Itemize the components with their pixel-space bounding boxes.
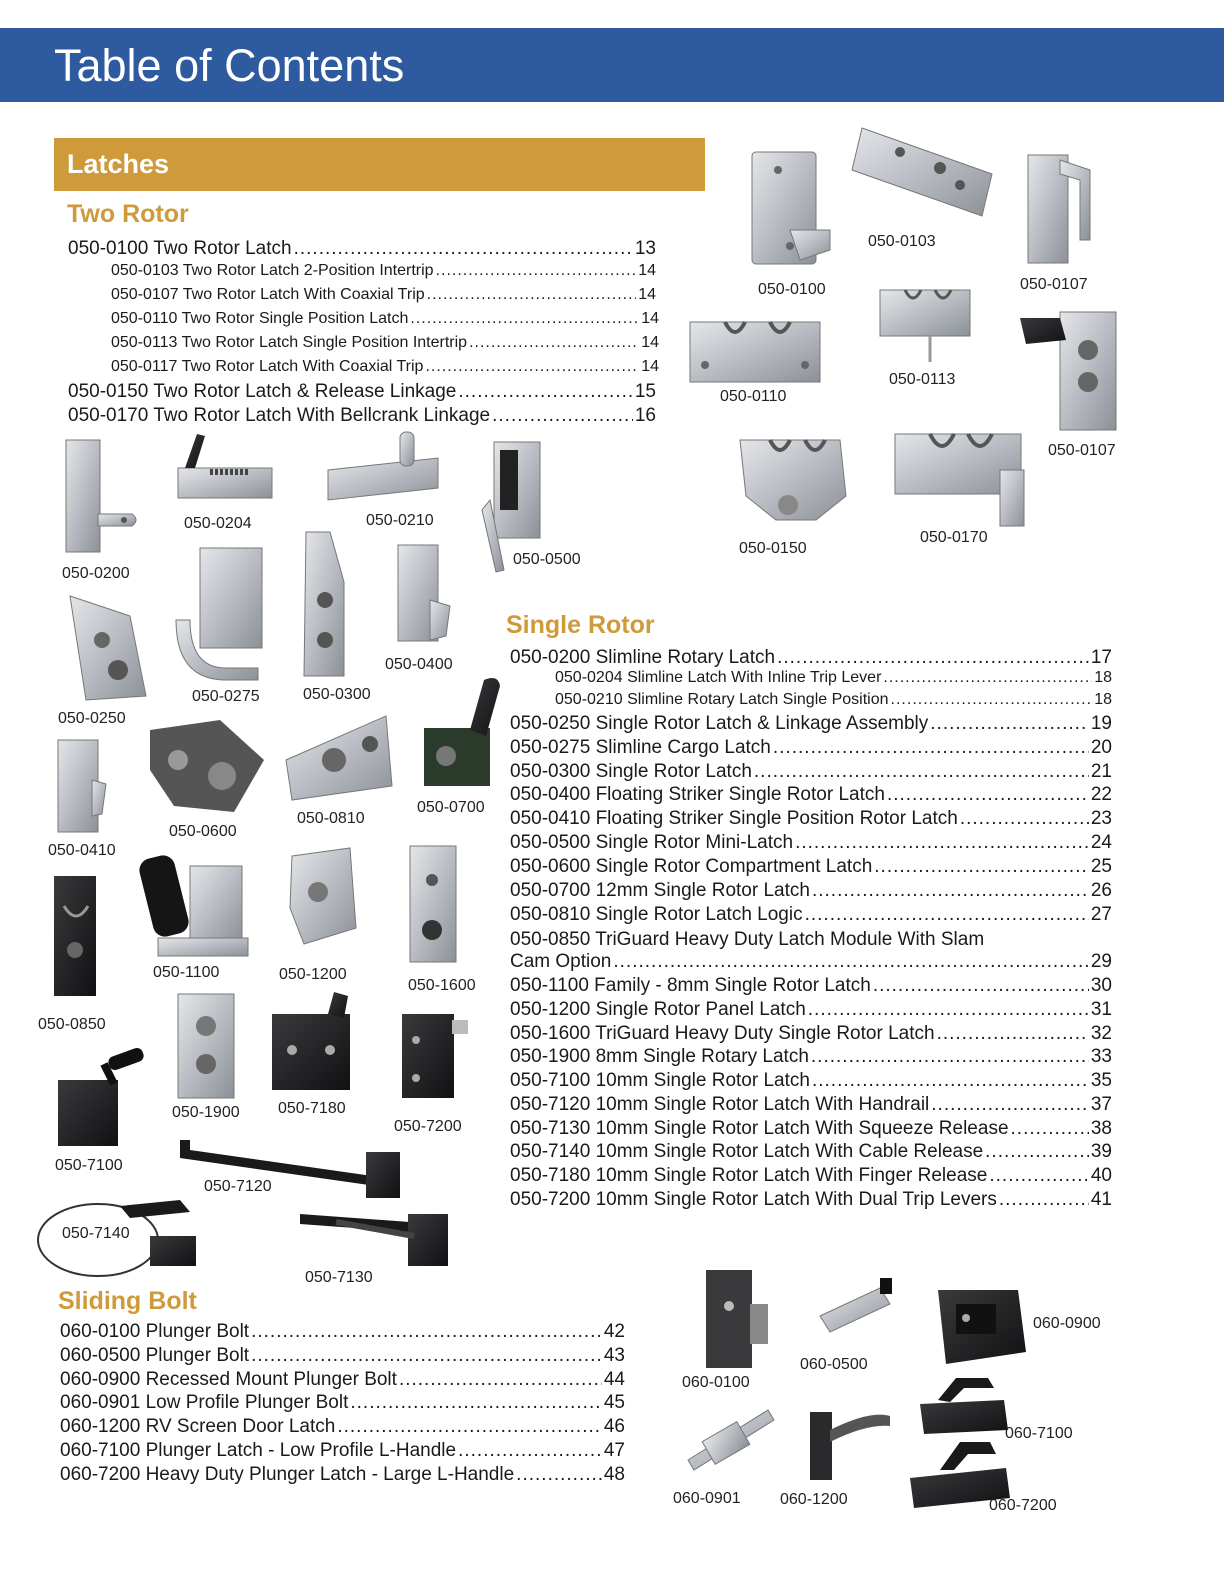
- toc-entry-title: 050-0250 Single Rotor Latch & Linkage Assembly: [510, 713, 929, 734]
- toc-entry-page: 21: [1090, 761, 1112, 782]
- toc-entry-title: 050-0210 Slimline Rotary Latch Single Position: [555, 691, 889, 708]
- caption-050-0850: 050-0850: [38, 1016, 106, 1033]
- toc-entry-title: 050-0400 Floating Striker Single Rotor Latch: [510, 784, 885, 805]
- bolt-image-060-0901: [688, 1410, 774, 1470]
- caption-050-0500: 050-0500: [513, 551, 581, 568]
- toc-entry-page: 25: [1090, 856, 1112, 877]
- toc-entry-page: 13: [634, 238, 656, 259]
- caption-060-0500: 060-0500: [800, 1356, 868, 1373]
- caption-060-0900: 060-0900: [1033, 1315, 1101, 1332]
- toc-entry-title: 050-0113 Two Rotor Latch Single Position Intertrip: [111, 334, 468, 351]
- toc-entry-page: 47: [603, 1440, 625, 1461]
- toc-entry-page: 33: [1090, 1046, 1112, 1067]
- toc-entry-title: 060-0901 Low Profile Plunger Bolt: [60, 1392, 349, 1414]
- toc-entry-page: 16: [634, 405, 656, 426]
- toc-entry-title: 060-0500 Plunger Bolt: [60, 1344, 250, 1366]
- toc-entry-page: 27: [1090, 904, 1112, 925]
- caption-050-0250: 050-0250: [58, 710, 126, 727]
- toc-entry-page: 41: [1090, 1189, 1112, 1210]
- toc-entry-title: Cam Option: [510, 951, 612, 972]
- latch-image-050-0200: [66, 440, 136, 552]
- toc-entry-title: 060-0100 Plunger Bolt: [60, 1321, 250, 1342]
- caption-050-0700: 050-0700: [417, 799, 485, 816]
- toc-entry-page: 35: [1090, 1070, 1112, 1091]
- toc-entry-page: 23: [1090, 808, 1112, 829]
- toc-entry-page: 30: [1090, 975, 1112, 996]
- latch-image-050-1600: [410, 846, 456, 962]
- toc-entry-page: 45: [603, 1392, 625, 1414]
- toc-entry-title: 060-7100 Plunger Latch - Low Profile L-Handle: [60, 1440, 457, 1461]
- latch-image-050-0850: [54, 876, 96, 996]
- toc-entry-page: 38: [1090, 1118, 1112, 1139]
- toc-entry-page: 17: [1090, 647, 1112, 668]
- caption-050-1200: 050-1200: [279, 966, 347, 983]
- caption-060-1200: 060-1200: [780, 1491, 848, 1508]
- latch-image-050-7180: [272, 992, 350, 1090]
- latch-image-050-0275: [176, 548, 262, 680]
- toc-entry-title: 050-1900 8mm Single Rotary Latch: [510, 1046, 809, 1067]
- latch-image-050-0410: [58, 740, 106, 832]
- caption-050-0150: 050-0150: [739, 540, 807, 557]
- toc-entry-page: 46: [603, 1416, 625, 1438]
- caption-050-1600: 050-1600: [408, 977, 476, 994]
- toc-entry-title: 050-0700 12mm Single Rotor Latch: [510, 880, 810, 901]
- toc-entry-page: 32: [1090, 1023, 1112, 1044]
- caption-050-7100: 050-7100: [55, 1157, 123, 1174]
- caption-050-0410: 050-0410: [48, 842, 116, 859]
- bolt-image-060-0100: [706, 1270, 768, 1368]
- latch-image-050-0204: [178, 434, 272, 498]
- latch-image-050-1900: [178, 994, 234, 1098]
- caption-050-0107b: 050-0107: [1048, 442, 1116, 459]
- toc-entry-title: 050-0850 TriGuard Heavy Duty Latch Module With Slam: [510, 929, 985, 950]
- toc-entry-title: 050-1100 Family - 8mm Single Rotor Latch: [510, 975, 871, 996]
- latch-image-050-0113: [880, 290, 970, 362]
- caption-050-0275: 050-0275: [192, 688, 260, 705]
- bolt-image-060-7100: [920, 1378, 1008, 1434]
- latch-image-050-0150: [740, 440, 846, 520]
- caption-050-0300: 050-0300: [303, 686, 371, 703]
- toc-entry-page: 40: [1090, 1165, 1112, 1186]
- toc-entry-page: 29: [1090, 951, 1112, 972]
- latch-image-050-0170: [895, 434, 1024, 526]
- latch-image-050-7130: [300, 1214, 448, 1266]
- toc-entry-title: 050-7200 10mm Single Rotor Latch With Dual Trip Levers: [510, 1189, 997, 1210]
- toc-entry-title: 050-1200 Single Rotor Panel Latch: [510, 999, 806, 1020]
- toc-entry-page: 43: [603, 1344, 625, 1366]
- caption-050-0210: 050-0210: [366, 512, 434, 529]
- toc-entry-page: 14: [638, 262, 656, 279]
- toc-entry-title: 050-0100 Two Rotor Latch: [68, 238, 292, 259]
- toc-entry-title: 050-0117 Two Rotor Latch With Coaxial Trip: [111, 358, 424, 375]
- toc-entry-title: 060-7200 Heavy Duty Plunger Latch - Large L-Handle: [60, 1463, 515, 1485]
- toc-entry-title: 050-0410 Floating Striker Single Position Rotor Latch: [510, 808, 958, 829]
- page-title: Table of Contents: [54, 40, 405, 91]
- toc-entry-title: 050-0110 Two Rotor Single Position Latch: [111, 310, 409, 327]
- caption-050-1900: 050-1900: [172, 1104, 240, 1121]
- latch-image-050-0400: [398, 545, 450, 641]
- caption-050-7180: 050-7180: [278, 1100, 346, 1117]
- toc-entry-title: 050-7180 10mm Single Rotor Latch With Finger Release: [510, 1165, 988, 1186]
- latch-image-050-1200: [290, 848, 356, 944]
- toc-entry-page: 15: [634, 381, 656, 402]
- caption-050-0400: 050-0400: [385, 656, 453, 673]
- toc-entry-title: 050-0107 Two Rotor Latch With Coaxial Trip: [111, 286, 425, 303]
- caption-060-7100: 060-7100: [1005, 1425, 1073, 1442]
- caption-050-7200: 050-7200: [394, 1118, 462, 1135]
- latch-image-050-0810: [286, 716, 392, 800]
- caption-050-7130: 050-7130: [305, 1269, 373, 1286]
- latch-image-050-0600: [150, 720, 264, 812]
- toc-entry-title: 050-7130 10mm Single Rotor Latch With Squeeze Release: [510, 1118, 1009, 1139]
- caption-050-0100: 050-0100: [758, 281, 826, 298]
- caption-050-0170: 050-0170: [920, 529, 988, 546]
- toc-entry-page: 14: [641, 334, 659, 351]
- caption-050-0110: 050-0110: [720, 388, 787, 405]
- toc-entry-page: 18: [1094, 691, 1112, 708]
- latch-image-050-0103: [852, 128, 992, 216]
- toc-entry-title: 050-1600 TriGuard Heavy Duty Single Rotor Latch: [510, 1023, 935, 1044]
- latch-image-050-0107: [1028, 155, 1090, 263]
- caption-060-0100: 060-0100: [682, 1374, 750, 1391]
- caption-050-7120: 050-7120: [204, 1178, 272, 1195]
- latch-image-050-7200: [402, 1014, 468, 1098]
- caption-050-0204: 050-0204: [184, 515, 252, 532]
- toc-entry-page: 18: [1094, 669, 1112, 686]
- caption-050-0810: 050-0810: [297, 810, 365, 827]
- bolt-image-060-0900: [938, 1290, 1026, 1364]
- toc-entry-title: 060-0900 Recessed Mount Plunger Bolt: [60, 1368, 397, 1390]
- caption-050-0200: 050-0200: [62, 565, 130, 582]
- bolt-image-060-1200: [810, 1412, 890, 1480]
- caption-050-0600: 050-0600: [169, 823, 237, 840]
- toc-entry-title: 050-0200 Slimline Rotary Latch: [510, 647, 776, 668]
- toc-entry-page: 48: [603, 1463, 625, 1485]
- single-rotor-heading: Single Rotor: [506, 611, 655, 639]
- toc-entry-page: 14: [638, 286, 656, 303]
- two-rotor-heading: Two Rotor: [67, 200, 189, 228]
- caption-050-7140: 050-7140: [62, 1225, 130, 1242]
- caption-060-7200: 060-7200: [989, 1497, 1057, 1514]
- toc-entry-title: 050-0170 Two Rotor Latch With Bellcrank Linkage: [68, 405, 491, 426]
- caption-050-0103: 050-0103: [868, 233, 936, 250]
- toc-entry-title: 050-7120 10mm Single Rotor Latch With Handrail: [510, 1094, 930, 1115]
- toc-entry-page: 39: [1090, 1141, 1112, 1162]
- toc-entry-title: 050-0275 Slimline Cargo Latch: [510, 737, 771, 758]
- toc-entry-page: 42: [603, 1321, 625, 1342]
- toc-entry-title: 050-7140 10mm Single Rotor Latch With Cable Release: [510, 1141, 984, 1162]
- latches-heading: Latches: [67, 149, 170, 179]
- toc-entry-page: 44: [603, 1368, 625, 1390]
- latch-image-050-7100: [58, 1046, 145, 1146]
- caption-050-0113: 050-0113: [889, 371, 956, 388]
- toc-entry-title: 050-0600 Single Rotor Compartment Latch: [510, 856, 873, 877]
- toc-entry-title: 050-7100 10mm Single Rotor Latch: [510, 1070, 810, 1091]
- toc-entry-page: 26: [1090, 880, 1112, 901]
- toc-entry-page: 14: [641, 310, 659, 327]
- toc-entry-page: 14: [641, 358, 659, 375]
- latch-image-050-0700: [424, 678, 500, 786]
- sliding-bolt-heading: Sliding Bolt: [58, 1287, 197, 1315]
- toc-entry-page: 31: [1090, 999, 1112, 1020]
- latch-image-050-0210: [328, 432, 438, 500]
- toc-entry-title: 060-1200 RV Screen Door Latch: [60, 1416, 336, 1438]
- toc-entry-title: 050-0500 Single Rotor Mini-Latch: [510, 832, 794, 853]
- toc-entry-title: 050-0150 Two Rotor Latch & Release Linkage: [68, 381, 457, 402]
- latch-image-050-1100: [137, 853, 248, 956]
- latch-image-050-0100: [752, 152, 830, 264]
- latch-image-050-0110: [690, 322, 820, 382]
- bolt-image-060-0500: [820, 1278, 892, 1332]
- toc-entry-title: 050-0810 Single Rotor Latch Logic: [510, 904, 803, 925]
- caption-050-0107: 050-0107: [1020, 276, 1088, 293]
- toc-entry-title: 050-0103 Two Rotor Latch 2-Position Intertrip: [111, 262, 434, 279]
- caption-060-0901: 060-0901: [673, 1490, 741, 1507]
- toc-entry-page: 22: [1090, 784, 1112, 805]
- latch-image-050-0300: [304, 532, 344, 676]
- toc-entry-page: 19: [1090, 713, 1112, 734]
- toc-entry-title: 050-0204 Slimline Latch With Inline Trip Lever: [555, 669, 882, 686]
- caption-050-1100: 050-1100: [153, 964, 220, 981]
- latch-image-050-0107b: [1020, 312, 1116, 430]
- toc-entry-page: 20: [1090, 737, 1112, 758]
- toc-entry-page: 37: [1090, 1094, 1112, 1115]
- toc-entry-title: 050-0300 Single Rotor Latch: [510, 761, 752, 782]
- toc-entry-page: 24: [1090, 832, 1112, 853]
- latch-image-050-0250: [70, 596, 146, 700]
